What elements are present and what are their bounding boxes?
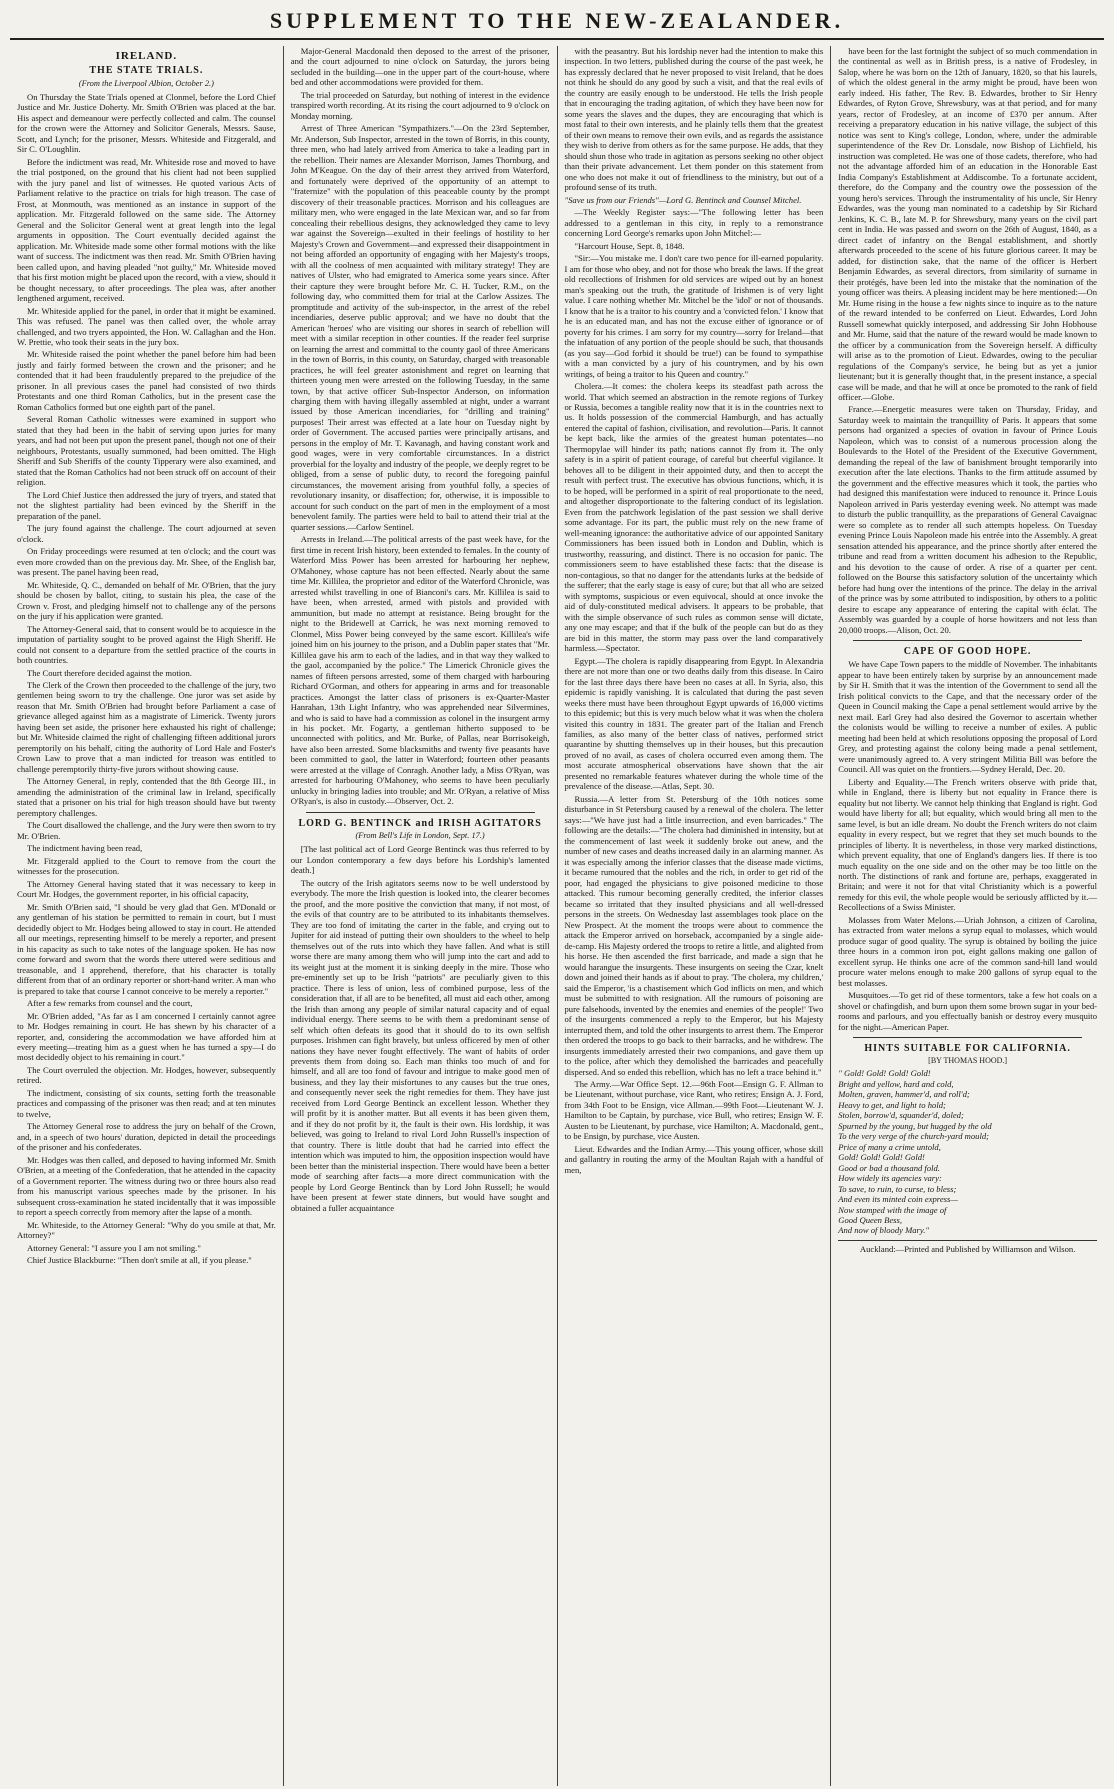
article-heading-bentinck: LORD G. BENTINCK and IRISH AGITATORS [298, 817, 542, 829]
paragraph: have been for the last fortnight the subject of so much commendation in the continental as well as in British press, is a native of Frodesley, in Salop, where he was born on the 12th of January, 1820, so that his laurels, of which the oldest general in the army might be proud, have been won early indeed. His father, The Rev. B. Edwardes, brother to Sir Henry Edwardes, of Ryton Grove, Shrewsbury, was at that period, and for many years, rector of Frodesley, at an income of £370 per annum. After receiving a preparatory education in his native village, the subject of this notice was sent to King's college, London, where, under the admirable superintendence of the Rev Dr. Lonsdale, now Bishop of Lichfield, his instruction was completed. He was one of those cadets, therefore, who had not the advantage afforded him of an education in the Honorable East India Company's Establishment at Addiscombe. To a fortunate accident, therefore, do the Company and the country owe the possession of the young hero's services. Through the instrumentality of his uncle, Sir Henry Edwardes, was the young man nominated to a cadetship by Sir Richard Jenkins, K. C. B., late M. P. for Shrewsbury, many years on the civil part cent in India. He was passed and sworn on the 26th of August, 1840, as a direct cadet of infantry on the Bengal establishment, and shortly afterwards proceeded to the scene of his future glorious career. It may be added, for distinction sake, that the name of the officer is Herbert Benjamin Edwardes, as several directors, from similarity of surname in their protégés, have been led into the mistake that the nomination of the young officer was theirs. A pleasing incident may be here mentioned:—On Mr. Hume rising in the house a few nights since to inquire as to the nature of the reward intended to be conferred on Lieut. Edwardes, Lord John Russell somewhat quickly interposed, and addressing Sir John Hobhouse and Mr. Hume, said that the nature of the reward would be made known to the officer by a communication from the Sovereign herself. A difficulty will arise as to the promotion of Lieut. Edwardes, owing to the peculiar regulations of the Company's service, he being but as yet a junior lieutenant; but it is generally thought that, in the present instance, a special case will be made, and that he will at once be promoted to the rank of field officer.—Globe. [838, 46, 1097, 402]
columns [10, 46, 1104, 1786]
paragraph: Musquitoes.—To get rid of these tormentors, take a few hot coals on a shovel or chafingdish, and burn upon them some brown sugar in your bed-rooms and parlours, and you effectually banish or destroy every musquito for the night.—American Paper. [838, 990, 1097, 1032]
article-source: (From the Liverpool Albion, October 2.) [78, 78, 214, 88]
column-3 [558, 46, 832, 1786]
paragraph: On Thursday the State Trials opened at Clonmel, before the Lord Chief Justice and Mr. Justice Doherty. Mr. Smith O'Brien was placed at the bar. His aspect and demeanour were perfectly collected and calm. The counsel for the crown were the Attorney and Solicitor Generals, Messrs. Sause, Scott, and Lynch; for the prisoner, Messrs. Whiteside and Fitzgerald, and Sir C. O'Loughlin. [17, 91, 276, 155]
paragraph: The Army.—War Office Sept. 12.—96th Foot—Ensign G. F. Allman to be Lieutenant, without purchase, vice Rant, who retires; Ensign A. J. Ford, from 34th Foot to be Ensign, vice Allman.—99th Foot—Lieutenant W. J. Hamilton to be Captain, by purchase, vice Bull, who retires; Ensign W. F. Austen to be Lieutenant, by purchase, vice Hamilton; A. Macdonald, gent., to be Ensign, by purchase, vice Austen. [564, 1078, 824, 1142]
paragraph: Mr. Smith O'Brien said, "I should be very glad that Gen. M'Donald or any gentleman of his station be permitted to remain in court, but I must decidedly object to Mr. Hodges being allowed to stay in court. He attended all our meetings, representing himself to be merely a reporter, and present in his capacity as such to take notes of the language spoken. He has now come forward and sworn that the words there uttered were seditious and treasonable, and I apprehend, therefore, that his character is totally different from that of an ordinary reporter or short-hand writer. A man who is prepared to take that course I cannot conceive to be merely a reporter." [17, 901, 276, 996]
paragraph: Cholera.—It comes: the cholera keeps its steadfast path across the world. That which seemed an abstraction in the remote regions of Turkey or Russia, becomes a tangible reality now that it is in the countries next to us. It holds possession of the commercial Hamburgh, and has actually entered the capital of fashion, civilisation, and revolution—Paris. It cannot be kept back, like the armies of the greatest human potentates—no Thermopylae will hinder its path; nations cannot fly from it. The only safety is in a spirit of patient courage, of careful but cheerful vigilance. It behoves all to be diligent in their appointed duty, and then to accept the result with perfect trust. The executive has obvious functions, which, it is to be hoped, will be performed in a spirit of real proportionate to the need, and altogether disproportionate to the faltering conduct of its legislation. Even from the patchwork legislation of the past session we shall derive some advantage. For its part, the public must rely on the new frame of well-meaning ignorance: the authoritative advice of our appointed Sanitary Commissioners has been issued both in London and Dublin, which is trustworthy, reassuring, and distinct. There is no occasion for panic. The commissioners seem to have established these facts: that the disease is non-contagious, so that no danger for the attendants lurks at the bedside of the sufferer; that the early stage is easy of cure; but that all who are seized with symptoms, suspicious or even equivocal, should at once invoke the aid of duly-constituted medical advisers. It appears to be probable, that with the simple observance of such rules as common sense will dictate, any one may escape; and that if the bulk of the people can but do as they are bid in this matter, the storm may pass over the land comparatively harmless.—Spectator. [564, 381, 824, 654]
paragraph: After a few remarks from counsel and the court, [27, 998, 193, 1009]
paragraph: Mr. Hodges was then called, and deposed to having informed Mr. Smith O'Brien, at a meeting of the Confederation, that he attended in the capacity of a Government reporter. The witness during two or three hours also read from his manuscript various speeches made by the prisoner. In his subsequent cross-examination he stated incidentally that it was impossible to report a speech correctly from memory after the lapse of a month. [17, 1154, 276, 1218]
column-1 [10, 46, 284, 1786]
paragraph: with the peasantry. But his lordship never had the intention to make this inspection. In two letters, published during the course of the past week, he has expressly declared that he never proposed to visit Ireland, that he does not think he should do any good by such a visit, and that the real evils of the country are easily enough to be understood. He tells the Irish people that in encouraging the trading agitation, of which they have been now for some years the slaves and the dupes, they are encouraging that which is most fatal to their own interests, and he plainly tells them that the greatest of their own means to remove their own evils, and as regards the assistance they wish to derive from others as for the same purpose. He adds, that they should shun those who trade in agitation as persons seeking no other object than their private advancement. Let them ponder on this statement from one who does not make it out of friendliness to the ministry, but out of a profound sense of its truth. [564, 46, 824, 193]
paragraph: On Friday proceedings were resumed at ten o'clock; and the court was even more crowded than on the previous day. Mr. Shee, of the English bar, was present. The panel having been read, [17, 546, 276, 578]
poem-text: " Gold! Gold! Gold! Gold! Bright and yellow, hard and cold, Molten, graven, hammer'd, and roll'd; Heavy to get, and light to hold; Stolen, borrow'd, squander'd, doled; Spurned by the young, but hugged by the old To the very verge of the church-yard mould; Price of many a crime untold, Gold! Gold! Gold! Gold! Good or bad a thousand fold. How widely its agencies vary: To save, to ruin, to curse, to bless; And even its minted coin express— Now stamped with the image of Good Queen Bess, And now of bloody Mary." [838, 1068, 992, 1236]
paragraph: "Sir:—You mistake me. I don't care two pence for ill-earned popularity. I am for those who obey, and not for those who break the laws. If the great old recollections of Irishmen for old services are wiped out by an honest man's speaking out the truth, the gratitude of Irishmen is of very light value. I care nothing whether Mr. Mitchel be the 'idol' or not of thousands. I know that he is a traitor to his country and a 'convicted felon.' I know that he is an educated man, and has not the excuse either of ignorance or of poverty for his crimes. I am sorry for my country—sorry for Ireland—that the infatuation of any portion of the people should be such, that thousands (as you say—God forbid it should be true!) can be found to sympathise with a man convicted by a jury of his countrymen, and by his own writings, of being a traitor to his Queen and country." [564, 253, 824, 379]
paragraph: Arrest of Three American "Sympathizers."—On the 23rd September, Mr. Anderson, Sub Inspector, arrested in the town of Borris, in this county, three men, who had lately arrived from America to take a leading part in the rebellion. Their names are Alexander Morrison, James Thornburg, and John M'Keague. On the day of their arrest they arrived from Waterford, and fortunately were deprived of the opportunity of an attempt to "fraternize" with the population of this peaceable county by the prompt discovery of their treasonable practices. Morrison and his colleagues are military men, who were engaged in the late Mexican war, and so far from concealing their rebellious designs, they acknowledged they came to levy war against the Sovereign—exulted in their feelings of hostility to her Majesty's Crown and Government—and expressed their disappointment in not being afforded an opportunity of engaging with her Majesty's troops, with all the coolness of men acquainted with military strategy! They are natives of Ulster, who had emigrated to America some years since. After their capture they were brought before Mr. C. H. Tucker, R.M., on the following day, who committed them for trial at the Carlow Assizes. The promptitude and activity of the sub-inspector, in the arrest of the rebel incendiaries, deserve public approval; and we have no doubt that the American 'heroes' who are visiting our shores in search of rebellion will meet with a similar reception in other counties. If the reader feel surprise on learning the arrest and committal to the county gaol of three Americans in the town of Borris, in this county, on Saturday, charged with treasonable practices, he will feel greater astonishment and regret on learning that thirteen young men were arrested on the following Tuesday, in the same town, by that active officer Sub-Inspector Anderson, on information charging them with having illegally assembled at night, under a warrant issued by those American incendiaries, for "drilling and training" purposes! Their arrest was effected at a late hour on Tuesday night by order of Government. The accused parties were principally artisans, and persons in the employ of Mr. T. Kavanagh, and having constant work and good wages, were in very comfortable circumstances. In a district proverbial for the loyalty and industry of the people, we deeply regret to be obliged, from a sense of public duty, to record the foregoing painful circumstances, the movement arising from youthful folly, a species of revolutionary insanity, or disaffection; for, otherwise, it is impossible to account for such conduct on the part of men in the employment of a most benevolent family. The parties were held to bail to attend their trial at the quarter sessions.—Carlow Sentinel. [290, 123, 550, 532]
poem-byline: [BY THOMAS HOOD.] [928, 1056, 1008, 1066]
paragraph: Before the indictment was read, Mr. Whiteside rose and moved to have the trial postponed, on the ground that his client had not been supplied with the jury panel and list of witnesses. He quoted various Acts of Parliament relative to the practice on trials for high treason. The case of Frost, at Monmouth, was mentioned as an instance in support of the application. Mr. Fitzgerald followed on the same side. The Attorney General and the Solicitor General went at great length into the legal arguments in opposition. The Court eventually decided against the application. Mr. Whiteside made some other formal motions with the like want of success. The indictment was then read. Mr. Smith O'Brien having been called upon, and having pleaded "not guilty," Mr. Whiteside moved that his first motion might be placed upon the record, with a view, should it be thought necessary, to after proceedings. The plea was, after another lengthened argument, received. [17, 156, 276, 304]
article-body [565, 207, 824, 1175]
article-body [838, 659, 1097, 1032]
divider [853, 1037, 1082, 1038]
column-4 [831, 46, 1104, 1786]
paragraph: We have Cape Town papers to the middle of November. The inhabitants appear to have been entirely taken by surprise by an announcement made by Sir H. Smith that it was the intention of the Government to send all the Irish political convicts to the Cape, and that the necessary order of the Queen in Council making the Cape a penal settlement would arrive by the next mail. Earl Grey had also desired the Governor to ascertain whether the colonists would be willing to receive a number of exiles. A public meeting had been held at which resolutions opposing the proposal of Lord Grey, and protesting against the colony being made a penal settlement, were unanimously agreed to. A very stringent Militia Bill was before the Council. All was quiet on the frontiers.—Sydney Herald, Dec. 20. [838, 659, 1097, 775]
paragraph: Mr. Whiteside raised the point whether the panel before him had been justly and fairly formed between the crown and the prisoner; and he contended that it had been fraudulently prepared to the prejudice of the prisoner. In all previous cases the panel had consisted of two thirds Protestants and one third Roman Catholics, but in the present case the Roman Catholics formed but one eighth part of the panel. [17, 349, 276, 412]
paragraph: —The Weekly Register says:—"The following letter has been addressed to a gentleman in this city, in reply to a remonstrance concerning Lord George's remarks upon John Mitchel:— [564, 207, 824, 239]
paragraph: The Lord Chief Justice then addressed the jury of tryers, and stated that not the slightest partiality had been evinced by the Sheriff in the preparation of the panel. [17, 489, 276, 521]
paragraph: Attorney General: "I assure you I am not smiling." [27, 1242, 201, 1253]
paragraph: Mr. Whiteside, Q. C., demanded on behalf of Mr. O'Brien, that the jury should be chosen by ballot, citing, to sustain his plea, the case of the Crown v. Frost, and pledging himself not to challenge any of the persons on the jury if his application were granted. [17, 579, 276, 622]
article-body [565, 46, 824, 193]
paragraph: The Clerk of the Crown then proceeded to the challenge of the jury, two gentlemen being sworn to try the challenge. One juror was set aside by reason that Mr. Smith O'Brien had brought before Parliament a case of grievance alleged against him as a magistrate of Limerick. Twenty jurors having been set aside, the prisoner here exhausted his right of challenge; but Mr. Whiteside claimed the right of challenging fifteen additional jurors peremptorily on his behalf, citing the authority of Lord Hale and Foster's Crown Law to prove that a man indicted for treason was entitled to challenge peremptorily thirty-five jurors without showing cause. [17, 680, 276, 774]
paragraph: Major-General Macdonald then deposed to the arrest of the prisoner, and the court adjourned to nine o'clock on Saturday, the jurors being secluded in the building—one in the upper part of the court-house, where bed and other accommodations were provided for them. [290, 46, 550, 88]
paragraph: [The last political act of Lord George Bentinck was thus referred to by our London contemporary a few days before his Lordship's lamented death.] [290, 844, 550, 876]
paragraph: Egypt.—The cholera is rapidly disappearing from Egypt. In Alexandria there are not more than one or two deaths daily from this disease. In Cairo for the last three days there have been no cases at all. In Syria, also, this epidemic is rapidly vanishing. It is calculated that during the past seven weeks there must have been throughout Egypt upwards of 16,000 victims to this epidemic; but this is very much below what it was when the cholera visited this country in 1831. The greater part of the Italian and French families, as also many of the better class of natives, performed strict quarantine by shutting themselves up in their houses, but this precaution proved of no avail, as cases of cholera occurred even among them. The most accurate atmospherical observations have shown that the air presented no remarkable features whatever during the whole time of the prevalence of the disease.—Atlas, Sept. 30. [564, 655, 824, 792]
quote-heading: "Save us from our Friends"—Lord G. Bentinck and Counsel Mitchel. [564, 194, 802, 205]
paragraph: Arrests in Ireland.—The political arrests of the past week have, for the first time in recent Irish history, been extended to females. In the county of Waterford Miss Power has been arrested for harbouring her nephew, O'Mahoney, whose capture has not been effected. Nearly about the same time Mr. Killilea, the proprietor and editor of the Waterford Chronicle, was arrested whilst travelling in one of Bianconi's cars. Mr. Killilea is said to have been, when arrested, armed with pistols and provided with ammunition, but made no attempt at resistance. Being brought for the night to the Bridewell at Carrick, he was next morning removed to Clonmel, Miss Power being conveyed by the same escort. Killilea's wife joined him on his journey to the prison, and a Dublin paper states that "Mr. Killilea gave his arm to each of the ladies, and in that way they walked to the gaol, accompanied by the police." The Limerick Chronicle gives the names of fifteen persons arrested, some of them charged with harbouring Richard O'Gorman, and others for appearing in arms and for treasonable practices. Amongst the latter class of prisoners is ex-Quarter-Master Hanrahan, 13th Light Infantry, who was apprehended near Silvermines, and who is said to have had a commission as colonel in the insurgent army in his pocket. Mr. Fogarty, a gentleman hitherto supposed to be unconnected with politics, and Mr. Burke, of Pallas, near Borrisokeigh, have also been arrested. Some blacksmiths and twenty five peasants have been committed to gaol, the latter in Waterford; fourteen other peasants were arrested at the village of Conragh. Another lady, a Miss O'Ryan, was arrested for harbouring O'Mahoney, who seems to have been peculiarly unlucky in bringing ladies into trouble; and Mr. O'Ryan, a relative of Miss O'Ryan's, is also in custody.—Observer, Oct. 2. [290, 534, 550, 807]
paragraph: Russia.—A letter from St. Petersburg of the 10th notices some disturbance in St Petersburg caused by a renewal of the cholera. The letter says:—"We have just had a little insurrection, and even barricades." The following are the details:—"The cholera had diminished in intensity, but at the commencement of last week it suddenly broke out anew, and the number of new cases and deaths increased daily in an alarming manner. As it was especially among the inferior classes that the disease made victims, it became rumoured that the nobles and the rich, in order to get rid of the poor, had engaged the physicians to give poisoned medicine to those attacked. This rumour becoming generally credited, the inferior classes became so irritated that they insulted physicians and all well-dressed persons in the streets. On Wednesday last assemblages took place on the New Prospect. At the moment the troops were about to commence the attack the Emperor arrived on horseback, accompanied by a single aide-de-camp. His Majesty ordered the troops to retire a little, and alighted from his horse. He then ascended the first barricade, and made a sign that he would harangue the insurgents. These insurgents on seeing the Czar, knelt down and joined their hands as if about to pray. 'The cholera, my children,' said the Emperor, 'is a chastisement which God inflicts on men, and which must be submitted to with resignation. All the rumours of poisoning are pure falsehoods, invented by the enemies and enemies of the people!' Two of the insurgents commenced a reply to the Emperor, but his Majesty interrupted them, and told the other insurgents to arrest them. The Emperor then ordered the troops to go back to their barracks, and he withdrew. The insurgents immediately arrested their two companions, and gave them up to the police, after which they demolished the barricades and peacefully dispersed. And so ended this rebellion, which has no left a trace behind it." [564, 793, 824, 1077]
paragraph: "Harcourt House, Sept. 8, 1848. [574, 240, 685, 251]
article-body [17, 92, 276, 1266]
paragraph: Mr. Whiteside, to the Attorney General: "Why do you smile at that, Mr. Attorney?" [17, 1219, 276, 1241]
paragraph: The Court disallowed the challenge, and the Jury were then sworn to try Mr. O'Brien. [17, 820, 276, 841]
section-heading-ireland: IRELAND. [115, 50, 178, 62]
paragraph: Several Roman Catholic witnesses were examined in support who stated that they had been in the habit of serving upon juries for many years, and had not been put upon the present panel, though not one of their neighbours, Protestants, usually summoned, had been omitted. The High Sheriff and Sub Sheriffs of the county Tipperary were also examined, and stated that the Roman Catholics had not been struck off on account of their religion. [17, 414, 276, 488]
paragraph: The Court overruled the objection. Mr. Hodges, however, subsequently retired. [17, 1064, 276, 1086]
paragraph: Molasses from Water Melons.—Uriah Johnson, a citizen of Carolina, has extracted from water melons a syrup equal to molasses, which would produce sugar of good quality. The syrup is obtained by boiling the juice three hours in a common iron pot, eight gallons making one gallon of excellent syrup. He thinks one acre of the common sand-hill land would procure water melons enough to make 200 gallons of syrup equal to the best molasses. [838, 914, 1097, 988]
divider [306, 812, 535, 813]
column-2 [284, 46, 558, 1786]
paragraph: Mr. Fitzgerald applied to the Court to remove from the court the witnesses for the prosecution. [17, 855, 276, 877]
paragraph: Chief Justice Blackburne: "Then don't smile at all, if you please." [27, 1255, 252, 1266]
article-heading-cape: CAPE OF GOOD HOPE. [903, 646, 1032, 658]
divider [853, 640, 1082, 641]
article-body [291, 46, 550, 807]
paragraph: The Attorney General having stated that it was necessary to keep in Court Mr. Hodges, the government reporter, in his official capacity, [17, 878, 276, 900]
paragraph: The indictment, consisting of six counts, setting forth the treasonable practices and compassing of the prisoner was then read; and at ten minutes to twelve, [17, 1087, 276, 1119]
paragraph: The indictment having been read, [27, 843, 143, 854]
paragraph: The Attorney-General said, that to consent would be to acquiesce in the imputation of partiality sought to be proved against the High Sheriff. He could not consent to a departure from the settled practice of the courts in both countries. [17, 623, 276, 666]
paragraph: The Court therefore decided against the motion. [27, 667, 192, 678]
paragraph: The Attorney General rose to address the jury on behalf of the Crown, and, in a speech of two hours' duration, depicted in detail the proceedings of the prisoner and his confederates. [17, 1121, 276, 1153]
imprint: Auckland:—Printed and Published by Williamson and Wilson. [838, 1240, 1097, 1254]
paragraph: Lieut. Edwardes and the Indian Army.—This young officer, whose skill and gallantry in routing the army of the Moultan Rajah with a handful of men, [564, 1143, 824, 1175]
paragraph: Mr. Whiteside applied for the panel, in order that it might be examined. This was refused. The panel was then called over, the whole array challenged, and two tryers appointed, the Hon. W. Callaghan and the Hon. W. Prettie, who took their seats in the jury box. [17, 305, 276, 347]
paragraph: France.—Energetic measures were taken on Thursday, Friday, and Saturday week to maintain the tranquillity of Paris. It appears that some persons had organized a species of ovation in favour of Prince Louis Napoleon, which was to consist of a numerous procession along the Boulevards to the Hotel of the President of the Executive Government, demanding the repeal of the law of banishment brought temporarily into execution after the late elections. Thanks to the firm attitude assumed by the government and the effective measures which it took, the parties who had designed this manifestation were induced to renounce it. Prince Louis Napoleon arrived in Paris yesterday evening week. No attempt was made to disturb the public tranquillity, as the preparations of General Cavaignac were so complete as to render all such attempts hopeless. On Tuesday evening Prince Louis Napoleon made his entrée into the Assembly. A great sensation attended his appearance, and the prince shortly after entered the tribune and read from a written document his adhesion to the Republic, and his devotion to the cause of order. A rise of a quarter per cent. followed on the Bourse this satisfactory solution of the uncertainty which before had hung over the intentions of the prince. The delay in the arrival of the prince was by some attributed to indisposition, by others to a politic desire to escape any appearance of entering the capital with éclat. The Assembly was guarded by a couple of horse howitzers and not less than 20,000 troops.—Alison, Oct. 20. [838, 404, 1097, 635]
masthead: SUPPLEMENT TO THE NEW-ZEALANDER. [10, 6, 1104, 40]
poem-heading: HINTS SUITABLE FOR CALIFORNIA. [864, 1043, 1071, 1055]
article-source: (From Bell's Life in London, Sept. 17.) [355, 831, 485, 841]
article-body [291, 844, 550, 1213]
paragraph: The outcry of the Irish agitators seems now to be well understood by everybody. The more the Irish question is looked into, the clearer becomes the proof, and the more positive the conviction that many, if not most, of the evils of that country are to be attributed to its inhabitants themselves. They are too fond of imitating the carter in the fable, and crying out to Jupiter for aid instead of putting their own shoulders to the wheel to help themselves out of the ruts into which they have fallen. And what is still worse there are many among them who will jump into the cart and add to its weight just at the moment it is sinking deeply in the mire. Those who pre-eminently set up to be Irish "patriots" are peculiarly given to this practice. There is less of union, less of combined purpose, less of the consideration that, if all are to be benefited, all must aid each other, among the Irish than among any people of similar natural capacity and of equal individual energy. There seems to be with them a predominant sense of self which often defeats its good that it should do to its own selfish purposes. Irishmen can fight bravely, but unless officered by men of other nations they have never fought effectively. The want of habits of order prevents them from doing so. Each man thinks too much of and for himself, and all are too fond of favour and intrigue to make good men of business, and they lay their misfortunes to any causes but the true ones, and consequently never seek the right remedies for them. They have just received from Lord George Bentinck an excellent lesson. Whether they will profit by it is another matter. But all events it has been given them, and if they do not profit by it, the fault is their own. His lordship, it was believed, was going to Ireland to rival Lord John Russell's inspection of that country. There is little doubt that had he carried into effect the intention which was imputed to him, the opposition inspection would have been better than the ministerial inspection. There would have been a better mode of searching after facts—a more direct communication with the people by Lord George Bentinck than by Lord John Russell; he would have been present at fewer state dinners, but would have sought and obtained a fuller acquaintance [290, 877, 550, 1213]
paragraph: The Attorney General, in reply, contended that the 8th George III., in amending the administration of the criminal law in Ireland, specifically stated that a prisoner on his trial for high treason should have but twenty peremptory challenges. [17, 776, 276, 818]
paragraph: The trial proceeded on Saturday, but nothing of interest in the evidence transpired worth recording. At its rising the court adjourned to 9 o'clock on Monday morning. [290, 89, 550, 121]
paragraph: Liberty and Equality.—The French writers observe with pride that, while in England, there is liberty but not equality in France there is equality but not liberty. We cannot help thinking that England is right. God would have liberty for all; but equality, which would bring all men to the same level, is but an idle dream. No doubt the French writers do not claim equality in every respect, but we regret that they set much bounds to the principles of liberty. It is nevertheless, in those very marked distinctions, which prevent equality, that one of England's dangers lies. If there is too much equality on the one side and on the other may be too little on the north. The distinctions of rank and fortune are, perhaps, exaggerated in Britain; and were it not for that vital Christianity which is a powerful remedy for this evil, the whole people would be seriously afflicted by it.—Recollections of a Swiss Minister. [838, 776, 1097, 913]
article-heading-state-trials: THE STATE TRIALS. [89, 65, 204, 77]
article-body [838, 46, 1097, 635]
paragraph: The jury found against the challenge. The court adjourned at seven o'clock. [17, 523, 276, 544]
paragraph: Mr. O'Brien added, "As far as I am concerned I certainly cannot agree to Mr. Hodges remaining in court. He has shewn by his character of a reporter, and, considering the accommodation we have afforded him at every meeting—treating him as a guest when he has turned a spy—I do most decidedly object to his remaining in court." [17, 1010, 276, 1063]
